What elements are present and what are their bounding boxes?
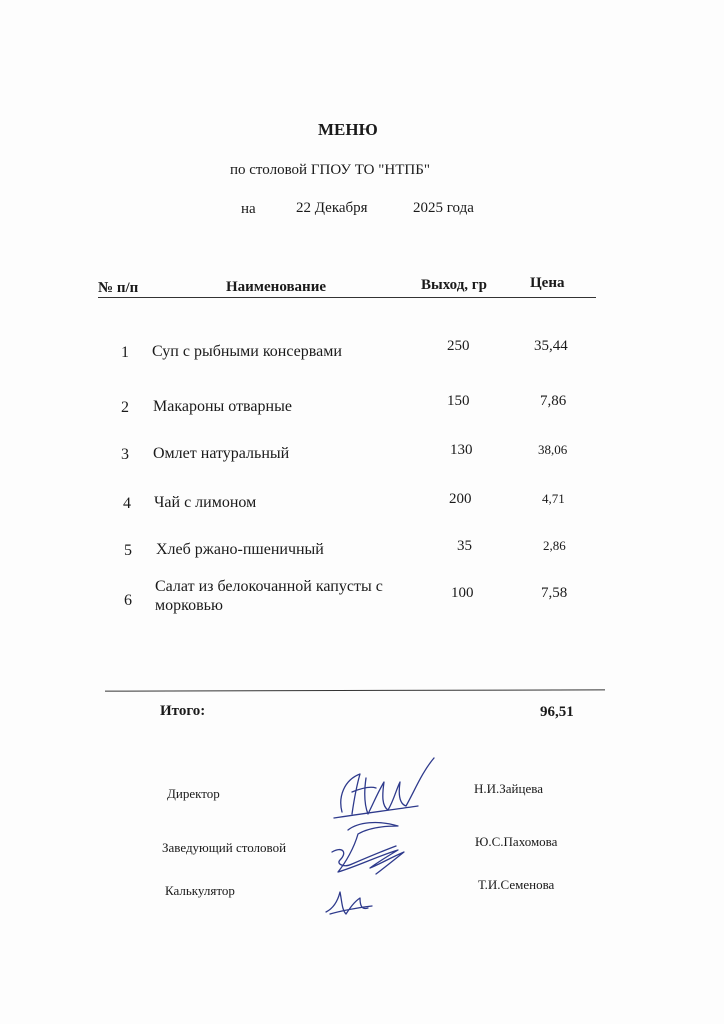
date-prefix: на (241, 201, 256, 217)
row-number: 6 (124, 592, 132, 609)
signature-role-canteen-head: Заведующий столовой (162, 840, 287, 855)
row-name: Хлеб ржано-пшеничный (156, 541, 324, 558)
row-number: 3 (121, 446, 129, 463)
row-name: Суп с рыбными консервами (152, 343, 342, 360)
page-subtitle: по столовой ГПОУ ТО "НТПБ" (230, 162, 430, 178)
date-year: 2025 года (413, 200, 474, 216)
page-title: МЕНЮ (318, 120, 378, 139)
row-price: 2,86 (543, 538, 566, 553)
row-price: 7,86 (540, 393, 567, 409)
row-price: 7,58 (541, 585, 568, 601)
row-number: 5 (124, 542, 132, 559)
date-day-month: 22 Декабря (296, 200, 368, 216)
row-name: Чай с лимоном (154, 494, 257, 511)
row-number: 2 (121, 399, 129, 416)
row-name: Омлет натуральный (153, 445, 290, 462)
row-price: 38,06 (538, 442, 568, 457)
column-header-price: Цена (530, 275, 565, 291)
signature-role-calculator: Калькулятор (165, 883, 235, 898)
calculator-signature-image (320, 878, 380, 922)
row-price: 35,44 (534, 338, 568, 354)
row-yield: 35 (457, 538, 472, 554)
row-yield: 200 (449, 491, 472, 507)
total-value: 96,51 (540, 704, 574, 720)
row-yield: 150 (447, 393, 470, 409)
total-label: Итого: (160, 703, 206, 719)
row-number: 1 (121, 344, 129, 361)
column-header-number: № п/п (98, 280, 139, 296)
row-name: Салат из белокочанной капусты с морковью (155, 578, 383, 614)
row-yield: 250 (447, 338, 470, 354)
signature-name-calculator: Т.И.Семенова (478, 877, 555, 892)
header-divider (98, 297, 596, 298)
row-yield: 130 (450, 442, 473, 458)
row-number: 4 (123, 495, 131, 512)
row-name: Макароны отварные (153, 398, 292, 415)
column-header-name: Наименование (226, 279, 326, 295)
signature-name-canteen-head: Ю.С.Пахомова (475, 834, 558, 849)
signature-role-director: Директор (167, 786, 220, 801)
row-yield: 100 (451, 585, 474, 601)
row-price: 4,71 (542, 491, 565, 506)
signature-name-director: Н.И.Зайцева (474, 781, 543, 796)
total-divider (105, 689, 605, 691)
column-header-yield: Выход, гр (421, 277, 487, 293)
